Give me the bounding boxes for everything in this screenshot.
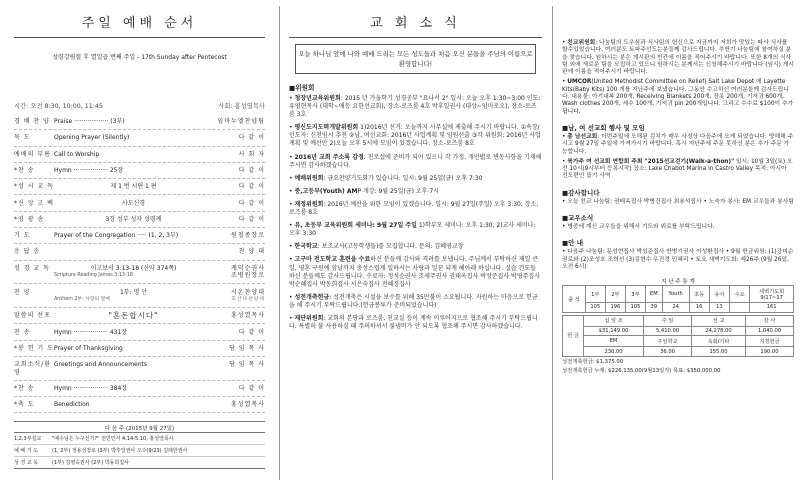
church-news-panel — [283, 0, 548, 486]
title-rule — [14, 37, 265, 38]
news-item: • 유, 초등부 교육위원회 세미나: 9월 27일 주일 1)학부모 세미나: 오후 1:30, 2)교사 세미나: 오후 3:30 — [289, 222, 536, 238]
title-rule — [289, 37, 542, 38]
news-item: • 중,고등부(Youth) AMP 개강: 9월 25일(금) 오후 7시 — [289, 187, 439, 195]
worship-order-panel — [0, 0, 275, 486]
order-row: 기 도 Prayer of the Congregation ····· (1, 2, 3부) 원철종장로 — [14, 228, 265, 244]
thanks-text: • 오늘 친교 나눔팀: 권태옥집사 박병건집사 최용석집사 • 노숙자 봉사: EM 교우들과 봉사팀 — [562, 198, 794, 205]
column-divider — [552, 6, 553, 480]
welcome-box: 오늘 하나님 앞에 나와 예배 드리는 모든 성도들과 처음 오신 분들을 주님의 이름으로 환영합니다! — [295, 44, 536, 74]
order-row: *찬 송 Hymn ·················· 25장 다 같 이 — [14, 163, 265, 179]
service-subtitle: 성령강림절 후 열일곱 번째 주일 - 17th Sunday after Pentecost — [52, 54, 227, 61]
member-news-heading: ■교우소식 — [562, 214, 594, 223]
order-row: 응 답 송 찬 양 대 — [14, 244, 265, 260]
column-divider — [279, 6, 280, 480]
service-time: 시간: 오전 8:30, 10:00, 11:45 — [14, 103, 103, 110]
thanks-heading: ■감사합니다 — [562, 188, 600, 197]
news-item: • 총 남선교회: 이번주일에 오해된 김치가 매우 사정상 다음주에 오게 되었습니다. 양해해 주시고 9월 27일 주일에 가져가시기 바랍니다. 혹시 지난주에 주문 못하신 분은 추가 주문 가능합니다. — [562, 133, 794, 155]
order-row: 성 경 교 독 이고보서 3:13-18 (신약 374쪽) Scripture Reading James 3:13-18 계덕순권사 조병원장로 — [14, 261, 265, 285]
page-title: 주일 예배 순서 — [81, 16, 198, 31]
order-row: 묵 도 Opening Prayer (Silently) 다 같 이 — [14, 130, 265, 146]
stats-table: 출 석 1부 2부 3부 EM Youth 초등 유아 수요 새벽기도회 9/17~17 105 196 105 39 24 16 13 161 — [562, 285, 794, 313]
news-item: • UMCOR(United Methodist Committee on Relief) Salt Lake Depot 에 Layette Kits(Baby Kits) 100 개를 지난주에 보냈습니다. 그동안 수고하신 여러분들께 감사드립니다. 내용물: 아기내복 200개, Receiving Blankets 200개, 장옷 200개, 기저귀 600개, Wash clothes 200개, 세수 100개, 기저귀 pin 200개입니다. 그리고 수수료 $100이 추가됩니다. — [562, 79, 794, 115]
news-item: • 재단위원회: 교회의 본당과 로즈룸, 친교실 등이 계속 이루어지므로 협조해 주시기 부탁드립니다. 특별히 불 사용하실 때 주의하셔서 불냄비가 안 되도록 협조해 주시면 감사하겠습니다. — [289, 314, 538, 331]
building-fund-total: 성전개축헌금 누계: $226,135.00(9월13일자) 목표: $350,000.00 — [562, 367, 721, 374]
next-week-duty — [14, 432, 265, 469]
news-item: • 한국학교: 보조교사(고등학생들)를 모집합니다. 문의: 김혜영교장 — [289, 243, 464, 251]
news-item: • 평신도지도력개발위원회 1)2016년 선거: 오늘까지 사무실에 제출해 주시기 바랍니다. ①속장/인도자: 신천임시 추천 ②남, 여선교회: 2016년 사업계획 및 임원선출 ③각 위원회: 2016년 사업계획 및 예산안 2)오늘 오후 5시에 모임이 있겠습니다. 장소-로즈룸 8호 — [289, 124, 541, 148]
notice-heading: ■안 내 — [562, 239, 583, 248]
next-week-title: 다 음 주 (2015년 9월 27일) — [14, 421, 265, 432]
news-item: • 2016년 교회 주소록 감정: 진로섭에 준비가 되어 있으니 각 가정, 개인별로 변동사항을 기재해 주시면 감사하겠습니다. — [289, 153, 542, 169]
building-fund: 성전개축헌금: $1,375.00 — [562, 358, 624, 365]
stats-title: 지 난 주 통 계 — [661, 279, 695, 286]
order-row: 말씀의 선포 "혼돈합시다" 홍성열목사 — [14, 308, 265, 324]
duty-row: 1,2,3부설교 "예수님은 누구신가?" 천민인서 4:14-5:10, 홍성열목사 — [14, 433, 265, 445]
order-row: 찬 양 1부: 명 안 Anthem 2부: 사랑의 열매 시온찬양대 호산나찬양대 — [14, 284, 265, 308]
order-list — [14, 114, 265, 413]
offering-label: 헌 금 — [563, 315, 584, 356]
news-item: • 청장년교육위원회: 2015 년 가을학기 성경공부 "요나서 2" 일시: 오늘 오후 1:30~3:00 인도: 유영현목사 (대학~애등 요한선교회), 장소-로즈룸 4호 박후일권사 (대상~임마로오), 장소-로즈룸 3호 — [289, 95, 541, 119]
order-row: 교회소식/환영 Greetings and Announcements 담 임 목 사 — [14, 357, 265, 381]
news-item: • 친교위원회: 나눔팀의 도우심과 식사팀의 헌신으로 지금까지 저희가 맛있는 따사 식사를 할수있었습니다. 여러분도 토파주선도는분들께 감사드립니다. 추반기 나눔팀에 참여하실 분을 찾습니다. 원하시는 분은 게시판의 빈칸에 이름을 적어주시기 바랍니다. 또한 8개의 식사팀 외에 새로운 팀을 모집하고 있으니 원하시는 분께서는 신청해주시기 바랍니다 (임시) 게시판에 이름을 적어주시기 바랍니다. — [562, 40, 794, 76]
committee-heading: ■위원회 — [289, 84, 315, 92]
order-row: 경 배 찬 양 Praise ·················· (3부) 임마누엘찬양팀 — [14, 114, 265, 130]
order-row: *축 도 Benediction 홍성열목사 — [14, 397, 265, 413]
duty-row: 성 경 교 독 (1부) 김영숙권사 (2부) 박동희집사 — [14, 460, 129, 467]
presider: 사회: 홍성열목사 — [218, 103, 265, 110]
order-row: 찬 송 Hymn ·················· 431장 다 같 이 — [14, 324, 265, 340]
attendance-label: 출 석 — [563, 286, 586, 313]
order-row: *찬 송 Hymn ·················· 384장 다 같 이 — [14, 381, 265, 397]
order-row: *영 광 송 3장 성부 성자 성령께 다 같 이 — [14, 212, 265, 228]
news-item: • 예배위원회: 금요찬양기도회가 있습니다. 일시: 9월 25일(금) 오후 7:30 — [289, 174, 483, 182]
church-news-continued — [556, 0, 800, 486]
order-row: *신 앙 고 백 사도신경 다 같 이 — [14, 195, 265, 211]
mission-society-heading: ■남, 여 선교회 행사 및 모임 — [562, 123, 645, 132]
news-item: • 성전개축헌금: 성전개축은 시설을 보수를 위해 35만불이 소요됩니다. 자원하는 마음으로 헌금을 해 주시기 부탁드립니다.(헌금봉투가 준비되었습니다) — [289, 293, 538, 309]
service-time-row — [14, 101, 265, 110]
news-title: 교 회 소 식 — [370, 16, 461, 31]
offering-table: 헌 금 십 일 조 주 일 선 교 감 사 $31,149.00 5,410.00 24,278.00 1,040.00 EM 주일학교 속회/기타 지정헌금 230.00 36.00 155.00 190.00 — [562, 315, 794, 357]
member-news-text: • 병중에 계신 교우들을 위해서 기도와 위로를 부탁드립니다. — [562, 224, 715, 231]
notice-text: • 다음주 나눔팀: 문성현집사 박성준집사 반병기권사 이성환집사 • 9월 헌금위원: (1)강미순권로와 (2)조성호 조희선 (3)김현수 우진경 민혜리 • 토요 새벽기도회: 제26주 (9월 26일, 오전 6시) — [562, 249, 794, 270]
news-item: • 재정위원회: 2016년 예산을 위한 모임이 있겠습니다. 일시: 9월 27일(주일) 오후 3:30, 장소: 로즈룸 8호 — [289, 200, 539, 217]
order-row: *봉 헌 기 도 Prayer of Thanksgiving 담 임 목 사 — [14, 341, 265, 357]
order-row: *성 시 교 독 제 1 번 시편 1 편 다 같 이 — [14, 179, 265, 195]
news-item: • 북가주 여 선교회 연합회 주최 "2015선교걷기(Walk-a-thon)" 일시: 10월 3일(토) 오전 10시(9시부터 등록시작) 장소: Lake Chabot Marina in Castro Valley 목적: 아시아 전도편인 돕기 사역 — [562, 158, 793, 180]
duty-row: 예 배 기 도 (1, 2부) 정용성장로 (3부) 박후일권사 오수(9/23) 김래한권사 — [14, 445, 265, 457]
order-row: 예배의 부름 Call to Worship 사 회 자 — [14, 147, 265, 163]
news-item: • 고구마 전도학교 훈련을 수료하신 분들께 감사와 격려를 보냅니다. 주님께서 부탁하신 제일 큰일, 영혼 구원에 앞날까지 충성스럽게 일하시는 사랑과 일꾼 되게 헤아래 하십니다. 실습 건도들 하신 분들께도 감사드립니다. 수료자: 정석순권사 조세주권사 권태옥집사 박성준집사 박영주집사 박순혜집사 박동희집사 서은숙집사 전혜정집사 — [289, 256, 541, 288]
